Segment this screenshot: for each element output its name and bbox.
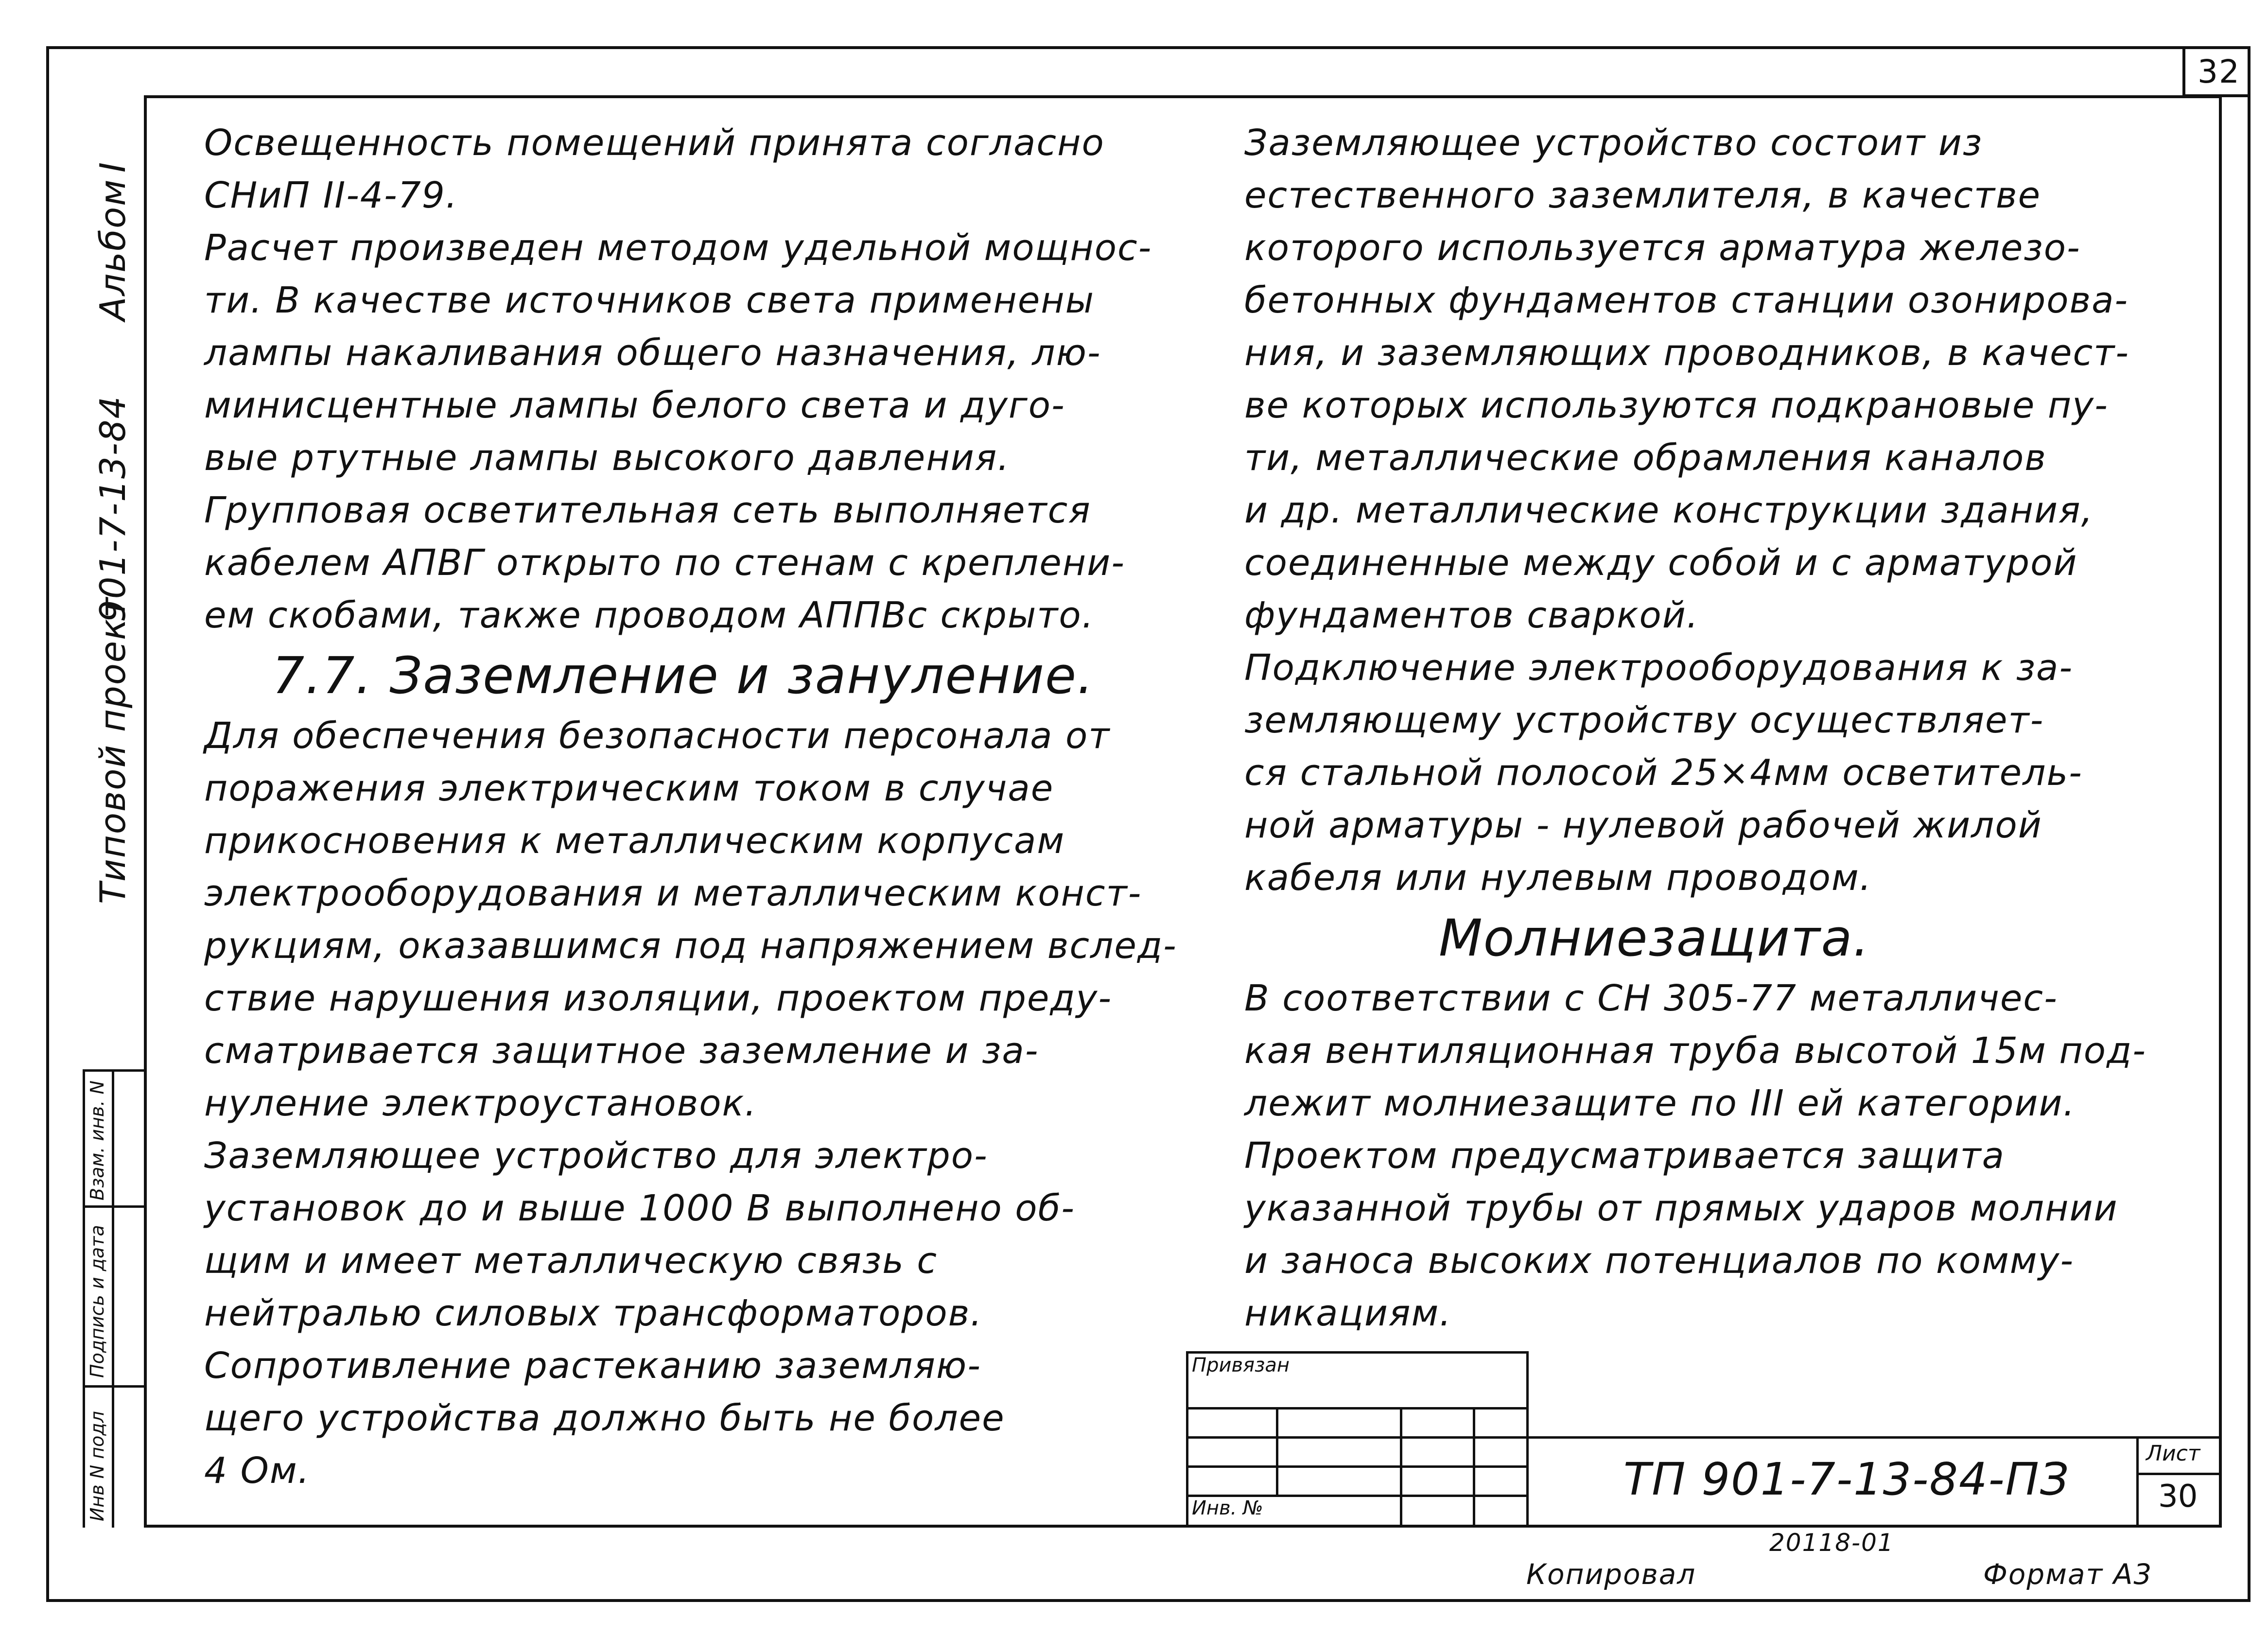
left-column-line: кабелем АПВГ открыто по стенам с креплени- (204, 542, 1125, 584)
left-column-line: Сопротивление растеканию заземляю- (204, 1345, 981, 1387)
stamp-grid-row2 (1186, 1465, 1529, 1468)
side-stamp-div2 (83, 1385, 146, 1388)
inner-frame-bottom (144, 1525, 2222, 1528)
side-stamp-inv-orig: Инв N подл (87, 1411, 108, 1521)
left-column-line: Освещенность помещений принята согласно (204, 122, 1105, 164)
left-column-line: установок до и выше 1000 В выполнено об- (204, 1187, 1075, 1229)
right-column-heading: Молниезащита. (1439, 908, 1870, 968)
left-column-line: лампы накаливания общего назначения, лю- (204, 332, 1101, 374)
stamp-grid-col2 (1400, 1407, 1402, 1528)
right-column-line: фундаментов сваркой. (1244, 594, 1699, 636)
side-album-label: Альбом (92, 178, 133, 321)
stamp-privyazan-label: Привязан (1192, 1354, 1290, 1376)
left-column-line: СНиП II-4-79. (204, 174, 458, 216)
right-text-column (1244, 117, 2207, 1340)
side-stamp-replace-inv: Взам. инв. N (87, 1080, 108, 1201)
side-stamp-top (83, 1069, 146, 1072)
right-column-line: которого используется арматура железо- (1244, 227, 2081, 269)
right-column-line: ве которых используются подкрановые пу- (1244, 384, 2109, 426)
side-stamp-sign-date: Подпись и дата (87, 1225, 108, 1378)
left-column-heading: 7.7. Заземление и зануление. (272, 646, 1095, 705)
right-column-line: ти, металлические обрамления каналов (1244, 437, 2047, 479)
right-column-line: кабеля или нулевым проводом. (1244, 857, 1872, 899)
left-column-line: ем скобами, также проводом АППВс скрыто. (204, 594, 1095, 636)
left-column-line: Для обеспечения безопасности персонала от (204, 715, 1111, 757)
right-column-line: лежит молниезащите по III ей категории. (1244, 1082, 2076, 1124)
right-column-line: кая вентиляционная труба высотой 15м под- (1244, 1030, 2146, 1072)
left-text-column (204, 117, 1176, 1497)
inner-frame-top (144, 95, 2222, 98)
inner-frame-left (144, 95, 147, 1528)
outer-frame-right (2248, 46, 2251, 1601)
left-column-line: ти. В качестве источников света применены (204, 279, 1095, 321)
left-column-line: Расчет произведен методом удельной мощнос- (204, 227, 1152, 269)
sheet-number-top: 32 (2198, 53, 2240, 90)
right-column-line: указанной трубы от прямых ударов молнии (1244, 1187, 2118, 1229)
footer-number: 20118-01 (1769, 1529, 1894, 1557)
right-column-line: В соответствии с СН 305-77 металличес- (1244, 977, 2058, 1019)
right-column-line: ся стальной полосой 25×4мм осветитель- (1244, 752, 2083, 794)
left-column-line: нейтралью силовых трансформаторов. (204, 1292, 983, 1334)
stamp-inv-no-label: Инв. № (1192, 1497, 1263, 1519)
side-stamp-mid (112, 1069, 114, 1528)
left-column-line: электрооборудования и металлическим конст- (204, 872, 1142, 914)
right-column-line: и др. металлические конструкции здания, (1244, 489, 2094, 531)
titleblock-sheet-divider (2136, 1436, 2139, 1526)
footer-copied: Копировал (1526, 1558, 1696, 1591)
side-stamp-left (83, 1069, 85, 1528)
stamp-grid-row1 (1186, 1436, 1529, 1439)
stamp-grid-col1 (1276, 1407, 1278, 1497)
left-column-line: минисцентные лампы белого света и дуго- (204, 384, 1065, 426)
right-column-line: земляющему устройству осуществляет- (1244, 699, 2044, 741)
right-column-line: никациям. (1244, 1292, 1452, 1334)
titleblock-top (1529, 1436, 2221, 1439)
sheet-label: Лист (2146, 1441, 2200, 1466)
outer-frame-bottom (46, 1599, 2251, 1602)
left-column-line: Групповая осветительная сеть выполняется (204, 489, 1091, 531)
right-column-line: соединенные между собой и с арматурой (1244, 542, 2078, 584)
right-column-line: естественного заземлителя, в качестве (1244, 174, 2041, 216)
side-project-type: Типовой проект (92, 596, 133, 904)
outer-frame-top (46, 46, 2251, 49)
left-column-line: прикосновения к металлическим корпусам (204, 820, 1065, 862)
right-column-line: Подключение электрооборудования к за- (1244, 647, 2074, 689)
sheet-number: 30 (2158, 1479, 2198, 1514)
left-column-line: 4 Ом. (204, 1450, 311, 1492)
right-column-line: бетонных фундаментов станции озонирова- (1244, 279, 2129, 321)
left-column-line: поражения электрическим током в случае (204, 767, 1054, 809)
left-column-line: Заземляющее устройство для электро- (204, 1135, 988, 1177)
left-column-line: нуление электроустановок. (204, 1082, 757, 1124)
inner-frame-right (2219, 95, 2222, 1528)
left-column-line: сматривается защитное заземление и за- (204, 1030, 1039, 1072)
document-code: ТП 901-7-13-84-ПЗ (1623, 1453, 2070, 1505)
right-column-line: Проектом предусматривается защита (1244, 1135, 2005, 1177)
titleblock-sheet-mid (2136, 1473, 2221, 1475)
left-column-line: рукциям, оказавшимся под напряжением вслед- (204, 925, 1177, 967)
side-album-no: I (92, 161, 133, 173)
left-column-line: ствие нарушения изоляции, проектом преду- (204, 977, 1113, 1019)
side-stamp-div1 (83, 1205, 146, 1208)
right-column-line: и заноса высоких потенциалов по комму- (1244, 1240, 2075, 1282)
right-column-line: Заземляющее устройство состоит из (1244, 122, 1983, 164)
left-column-line: вые ртутные лампы высокого давления. (204, 437, 1010, 479)
stamp-grid-col3 (1473, 1407, 1475, 1528)
side-project-code: 901-7-13-84 (92, 395, 133, 622)
right-column-line: ной арматуры - нулевой рабочей жилой (1244, 804, 2042, 846)
left-column-line: щим и имеет металлическую связь с (204, 1240, 938, 1282)
right-column-line: ния, и заземляющих проводников, в качест- (1244, 332, 2129, 374)
outer-frame-left (46, 46, 49, 1601)
left-column-line: щего устройства должно быть не более (204, 1397, 1005, 1439)
footer-format: Формат А3 (1983, 1558, 2153, 1591)
